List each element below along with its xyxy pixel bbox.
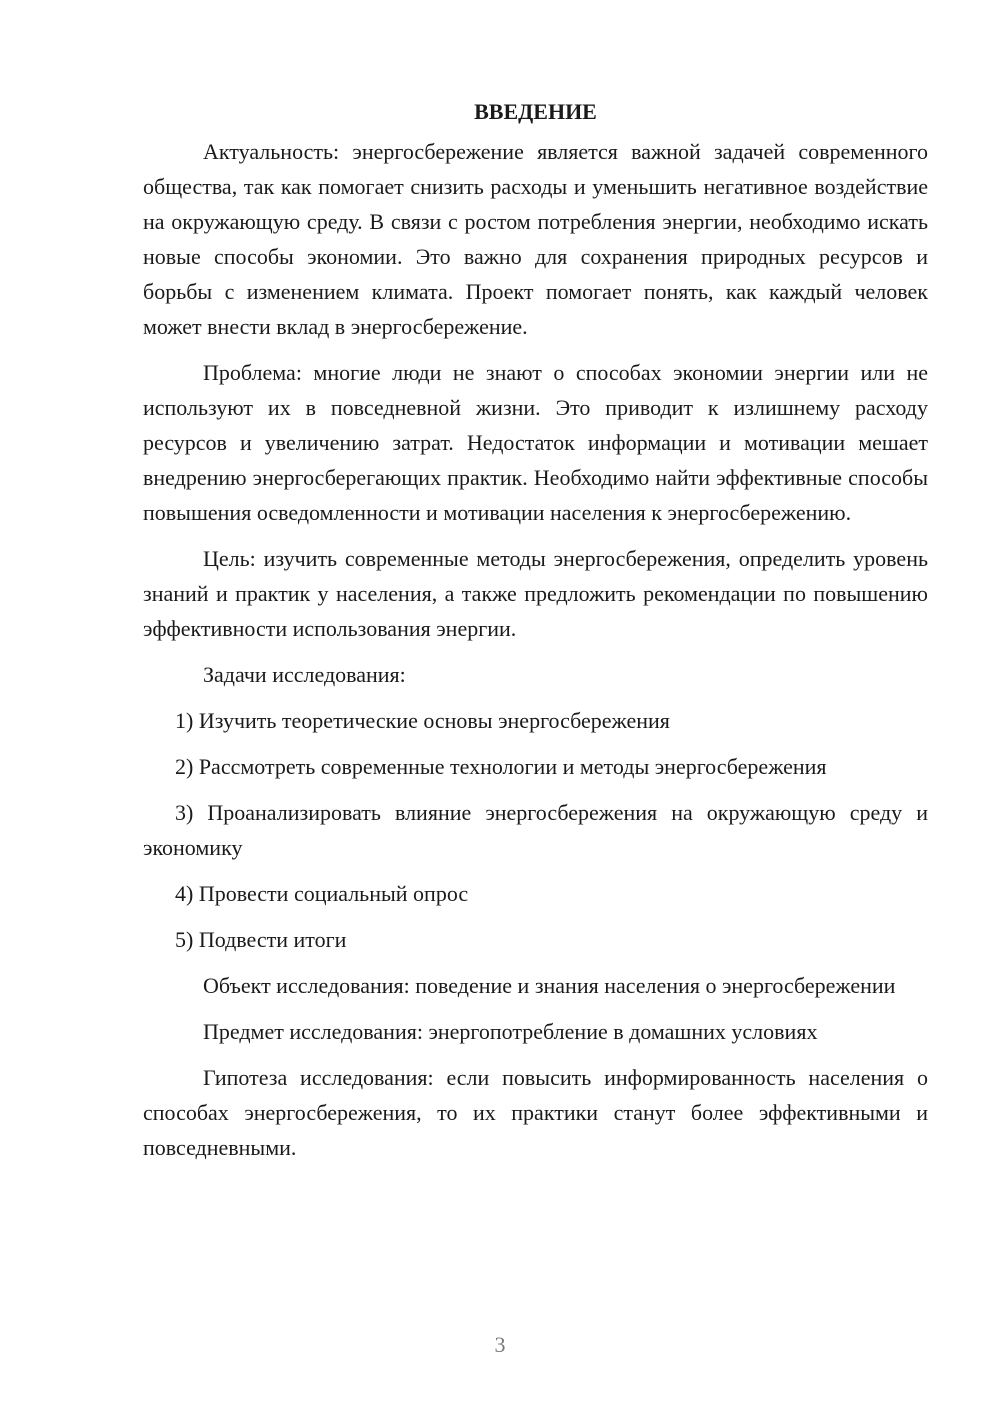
list-item: 4) Провести социальный опрос — [175, 881, 469, 906]
paragraph-goal: Цель: изучить современные методы энергосбережения, определить уровень знаний и практик у населения, а также предложить рекомендации по повышению эффективности использования энергии. — [143, 546, 928, 641]
list-item: 3) Проанализировать влияние энергосбережения на окружающую среду и экономику — [143, 800, 928, 860]
list-item: 5) Подвести итоги — [175, 927, 347, 952]
paragraph-hypothesis: Гипотеза исследования: если повысить информированность населения о способах энергосбережения, то их практики станут более эффективными и повседневными. — [143, 1065, 928, 1160]
list-item: 1) Изучить теоретические основы энергосбережения — [175, 708, 670, 733]
page-content — [143, 94, 928, 1176]
paragraph-relevance: Актуальность: энергосбережение является важной задачей современного общества, так как помогает снизить расходы и уменьшить негативное воздействие на окружающую среду. В связи с ростом потребления энергии, необходимо искать новые способы экономии. Это важно для сохранения природных ресурсов и борьбы с изменением климата. Проект помогает понять, как каждый человек может внести вклад в энергосбережение. — [143, 139, 928, 339]
tasks-list — [143, 703, 928, 957]
paragraph-problem: Проблема: многие люди не знают о способах экономии энергии или не используют их в повседневной жизни. Это приводит к излишнему расходу ресурсов и увеличению затрат. Недостаток информации и мотивации мешает внедрению энергосберегающих практик. Необходимо найти эффективные способы повышения осведомленности и мотивации населения к энергосбережению. — [143, 360, 928, 525]
list-item: 2) Рассмотреть современные технологии и методы энергосбережения — [175, 754, 827, 779]
section-title: ВВЕДЕНИЕ — [474, 99, 597, 124]
page-number: 3 — [494, 1332, 506, 1357]
tasks-heading: Задачи исследования: — [203, 662, 406, 687]
paragraph-object: Объект исследования: поведение и знания населения о энергосбережении — [203, 973, 896, 998]
paragraph-subject: Предмет исследования: энергопотребление в домашних условиях — [203, 1019, 818, 1044]
